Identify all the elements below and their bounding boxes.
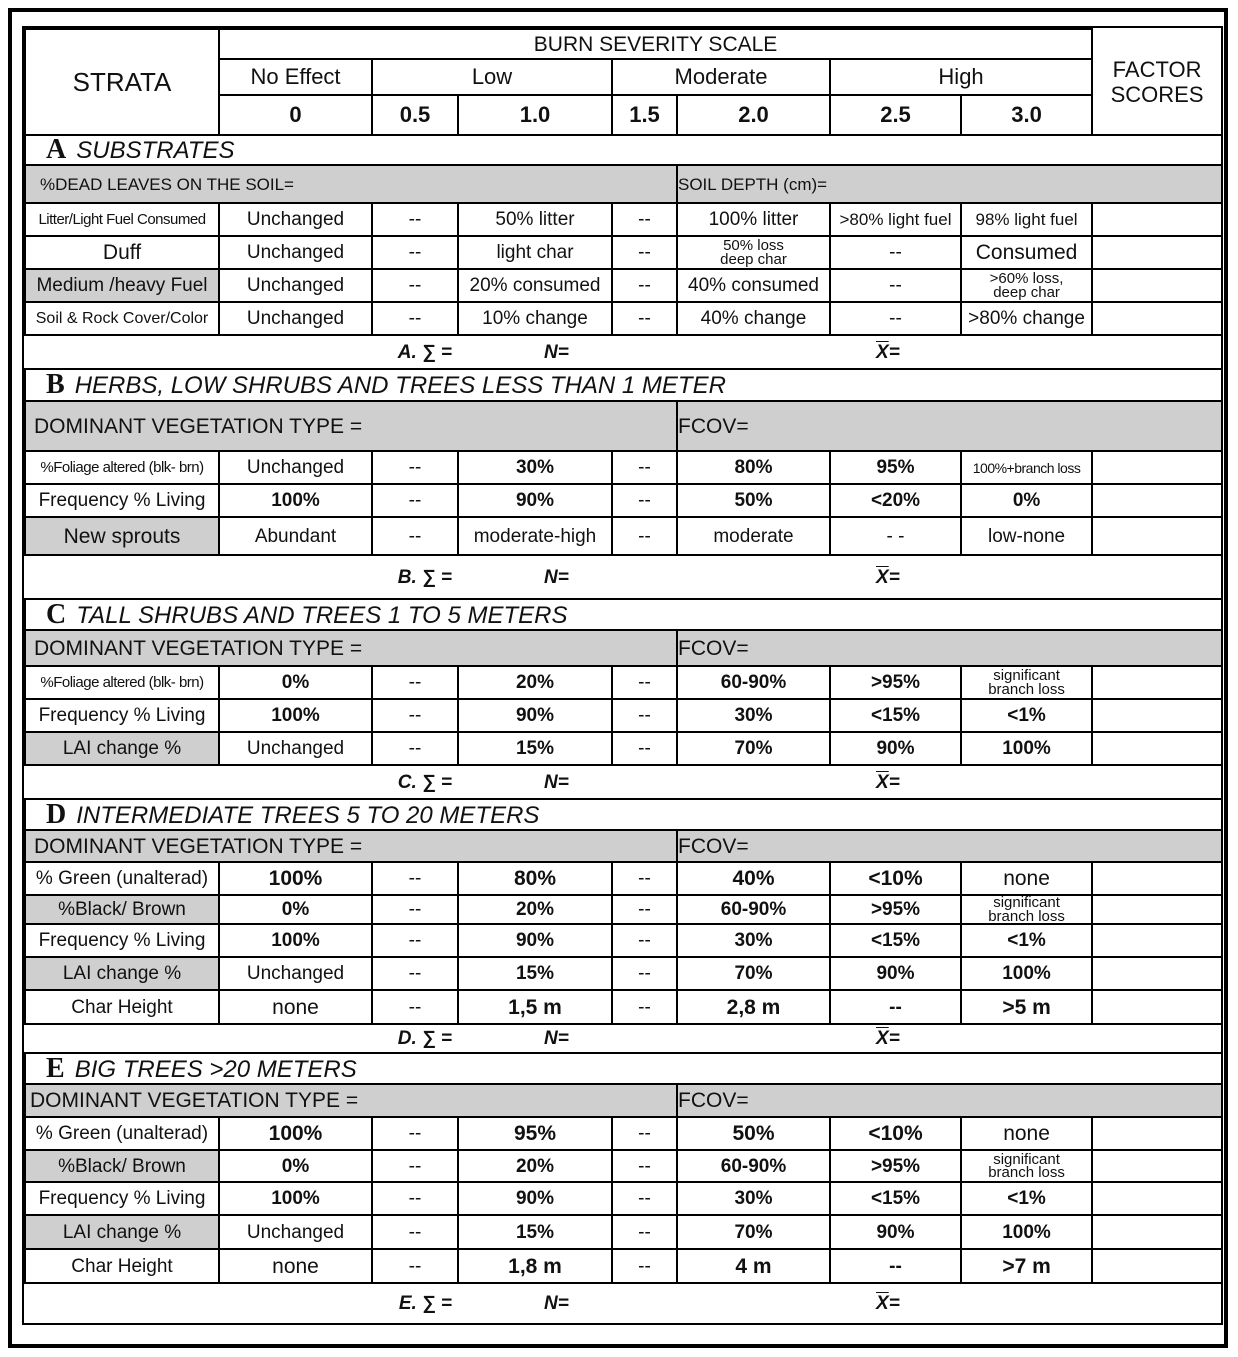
scale-value: 0 [219,95,372,135]
cell-line: branch loss [988,680,1065,698]
cell: <15% [830,924,961,957]
row-label: Frequency % Living [25,699,219,732]
cell [961,895,1092,924]
factor-score-cell[interactable] [1092,924,1222,957]
cell: Unchanged [219,957,372,990]
cell: >7 m [961,1249,1092,1283]
cell: 2,8 m [677,990,830,1024]
section-c-title [25,599,1222,630]
cell: -- [612,924,677,957]
cell-line: 50% loss [723,237,784,254]
scale-title: BURN SEVERITY SCALE [219,29,1092,59]
scale-value: 1.0 [458,95,612,135]
cell: Unchanged [219,236,372,269]
cell: 90% [458,699,612,732]
mean-equals: = [888,1293,900,1314]
cell: -- [372,269,458,302]
scale-value: 3.0 [961,95,1092,135]
n-label: N= [458,1024,830,1053]
cell: -- [372,895,458,924]
cell: 90% [458,1182,612,1215]
cell: Unchanged [219,1215,372,1249]
dead-leaves-label: %DEAD LEAVES ON THE SOIL= [25,165,677,203]
mean-equals: = [888,341,900,363]
x-bar-symbol: $\overline{X}$ [876,566,889,588]
cell: -- [372,924,458,957]
cell: 40% change [677,302,830,335]
cell: <1% [961,699,1092,732]
cell: -- [372,517,458,555]
cell-line: branch loss [988,1164,1065,1181]
cell: -- [372,1182,458,1215]
row-label: % Green (unalterad) [25,862,219,895]
factor-score-cell[interactable] [1092,302,1222,335]
section-e-title [25,1053,1222,1084]
mean-equals: = [888,771,900,793]
row-label: LAI change % [25,1215,219,1249]
mean-label [830,1024,1222,1053]
mean-label [830,335,1222,369]
cell: 50% [677,484,830,517]
n-label: N= [458,555,830,599]
cell: -- [612,957,677,990]
cell: 40% [677,862,830,895]
cell: Unchanged [219,302,372,335]
cell: <15% [830,699,961,732]
cell: 100% [219,924,372,957]
cell: 90% [458,924,612,957]
burn-severity-form [22,26,1223,1325]
factor-score-cell[interactable] [1092,862,1222,895]
cell: - - [830,517,961,555]
factor-score-cell[interactable] [1092,895,1222,924]
cell: 30% [677,1182,830,1215]
row-label: Char Height [25,990,219,1024]
cell: Unchanged [219,269,372,302]
factor-scores-line2: SCORES [1110,82,1204,108]
row-label: LAI change % [25,957,219,990]
scale-value: 0.5 [372,95,458,135]
dominant-vegetation-label: DOMINANT VEGETATION TYPE = [25,401,677,451]
cell-line: >60% loss, [989,270,1064,287]
cell: 90% [830,1215,961,1249]
cell: 0% [961,484,1092,517]
cell: -- [612,451,677,484]
factor-score-cell[interactable] [1092,666,1222,699]
factor-score-cell[interactable] [1092,1150,1222,1182]
cell: 70% [677,1215,830,1249]
cell-line: significant [993,1150,1060,1168]
row-label: %Black/ Brown [25,895,219,924]
cell-line: significant [993,894,1060,911]
cell: -- [612,269,677,302]
cell: -- [830,302,961,335]
scale-value: 2.0 [677,95,830,135]
cell: 100%+branch loss [961,451,1092,484]
cell: 70% [677,957,830,990]
cell: -- [830,269,961,302]
cell [677,236,830,269]
sum-label: C. ∑ = [25,765,458,799]
category-high: High [830,59,1092,95]
section-letter: D [46,798,67,830]
cell: -- [612,862,677,895]
row-label: Soil & Rock Cover/Color [25,302,219,335]
cell: -- [372,699,458,732]
cell: -- [612,484,677,517]
cell: >80% light fuel [830,203,961,236]
factor-score-cell[interactable] [1092,1249,1222,1283]
cell: 0% [219,1150,372,1182]
row-label: Char Height [25,1249,219,1283]
cell: -- [372,236,458,269]
factor-score-cell[interactable] [1092,484,1222,517]
cell: -- [612,236,677,269]
cell: 100% [219,1117,372,1150]
cell: -- [612,732,677,765]
sum-label: E. ∑ = [25,1283,458,1323]
cell: 50% litter [458,203,612,236]
cell: -- [612,1117,677,1150]
cell [961,1150,1092,1182]
cell: 15% [458,1215,612,1249]
x-bar-symbol: $\overline{X}$ [876,1028,889,1049]
cell: 100% [219,862,372,895]
section-title-text: INTERMEDIATE TREES 5 TO 20 METERS [76,801,540,829]
cell: <1% [961,924,1092,957]
cell: 30% [677,699,830,732]
cell: 15% [458,957,612,990]
cell: 100% [961,1215,1092,1249]
cell: -- [372,957,458,990]
factor-score-cell[interactable] [1092,732,1222,765]
cell: -- [372,1117,458,1150]
fcov-label: FCOV= [677,830,1222,862]
cell: 30% [677,924,830,957]
dominant-vegetation-label: DOMINANT VEGETATION TYPE = [25,830,677,862]
cell: none [961,1117,1092,1150]
cell: -- [372,302,458,335]
cell: -- [830,1249,961,1283]
section-d-title [25,799,1222,830]
section-letter: E [46,1052,65,1084]
mean-equals: = [888,1028,900,1049]
cell: 60-90% [677,895,830,924]
cell: Consumed [961,236,1092,269]
scale-value: 2.5 [830,95,961,135]
n-label: N= [458,1283,830,1323]
cell: 0% [219,666,372,699]
soil-depth-label: SOIL DEPTH (cm)= [677,165,1222,203]
sum-label: B. ∑ = [25,555,458,599]
cell: -- [612,203,677,236]
cell: moderate-high [458,517,612,555]
cell: 95% [458,1117,612,1150]
cell: 20% [458,666,612,699]
row-label: %Foliage altered (blk- brn) [25,666,219,699]
category-low: Low [372,59,612,95]
row-label: %Black/ Brown [25,1150,219,1182]
cell: 60-90% [677,1150,830,1182]
fcov-label: FCOV= [677,1084,1222,1117]
cell: 10% change [458,302,612,335]
cell-line: significant [993,667,1060,684]
row-label: %Foliage altered (blk- brn) [25,451,219,484]
x-bar-symbol: $\overline{X}$ [876,771,889,793]
section-title-text: TALL SHRUBS AND TREES 1 TO 5 METERS [76,601,568,629]
cell: 90% [458,484,612,517]
cell: -- [612,990,677,1024]
category-moderate: Moderate [612,59,830,95]
dominant-vegetation-label: DOMINANT VEGETATION TYPE = [25,1084,677,1117]
section-b-title [25,369,1222,401]
cell-line: deep char [720,250,787,268]
cell: 20% consumed [458,269,612,302]
cell: -- [372,1249,458,1283]
sum-label: A. ∑ = [25,335,458,369]
cell: none [219,990,372,1024]
cell: light char [458,236,612,269]
cell: -- [612,1150,677,1182]
cell: 100% [961,732,1092,765]
section-title-text: HERBS, LOW SHRUBS AND TREES LESS THAN 1 METER [74,372,726,399]
cell: >95% [830,1150,961,1182]
cell: -- [612,1215,677,1249]
cell: -- [372,1150,458,1182]
factor-score-cell[interactable] [1092,269,1222,302]
cell-line: deep char [993,283,1060,301]
cell: 95% [830,451,961,484]
cell: -- [830,236,961,269]
mean-label [830,765,1222,799]
factor-scores-header [1092,57,1222,135]
factor-score-cell[interactable] [1092,236,1222,269]
factor-score-cell[interactable] [1092,957,1222,990]
cell: 100% [219,699,372,732]
cell: 20% [458,895,612,924]
row-label: Medium /heavy Fuel [25,269,219,302]
mean-equals: = [888,566,900,588]
cell: 70% [677,732,830,765]
factor-scores-line1: FACTOR [1112,57,1202,82]
n-label: N= [458,765,830,799]
row-label: Duff [25,236,219,269]
row-label: Frequency % Living [25,1182,219,1215]
cell: -- [372,990,458,1024]
factor-score-cell[interactable] [1092,1117,1222,1150]
cell: <10% [830,1117,961,1150]
cell: 30% [458,451,612,484]
cell: -- [612,699,677,732]
factor-score-cell[interactable] [1092,517,1222,555]
cell: 60-90% [677,666,830,699]
cell: -- [372,666,458,699]
section-letter: A [46,134,67,165]
cell: moderate [677,517,830,555]
cell: 90% [830,732,961,765]
cell: <1% [961,1182,1092,1215]
cell: 100% litter [677,203,830,236]
cell: Abundant [219,517,372,555]
cell: 20% [458,1150,612,1182]
cell: 90% [830,957,961,990]
factor-score-cell[interactable] [1092,1182,1222,1215]
section-letter: C [46,598,67,630]
cell [961,269,1092,302]
factor-score-cell[interactable] [1092,203,1222,236]
factor-score-cell[interactable] [1092,1215,1222,1249]
cell: 0% [219,895,372,924]
section-letter: B [46,369,65,400]
cell: 15% [458,732,612,765]
cell: >5 m [961,990,1092,1024]
row-label: Litter/Light Fuel Consumed [25,203,219,236]
cell: -- [612,1249,677,1283]
factor-score-cell[interactable] [1092,990,1222,1024]
cell: >95% [830,666,961,699]
cell: 100% [219,1182,372,1215]
category-no-effect: No Effect [219,59,372,95]
cell: 4 m [677,1249,830,1283]
cell: 98% light fuel [961,203,1092,236]
cell: 1,8 m [458,1249,612,1283]
cell: -- [830,990,961,1024]
cell: -- [612,302,677,335]
fcov-label: FCOV= [677,630,1222,666]
cell: Unchanged [219,203,372,236]
cell: -- [612,517,677,555]
x-bar-symbol: $\overline{X}$ [876,1293,889,1314]
cell: <10% [830,862,961,895]
cell [961,666,1092,699]
cell: -- [612,1182,677,1215]
cell: -- [372,1215,458,1249]
cell: -- [612,895,677,924]
mean-label [830,555,1222,599]
cell: 1,5 m [458,990,612,1024]
cell: <15% [830,1182,961,1215]
sum-label: D. ∑ = [25,1024,458,1053]
n-label: N= [458,335,830,369]
mean-label [830,1283,1222,1323]
burn-severity-table [24,28,1223,1323]
cell: none [219,1249,372,1283]
cell: 80% [677,451,830,484]
section-title-text: SUBSTRATES [76,137,235,164]
cell: 100% [961,957,1092,990]
scale-value: 1.5 [612,95,677,135]
cell: <20% [830,484,961,517]
cell: Unchanged [219,732,372,765]
x-bar-symbol: $\overline{X}$ [876,341,889,363]
cell: 50% [677,1117,830,1150]
cell: >80% change [961,302,1092,335]
cell: -- [372,203,458,236]
cell: low-none [961,517,1092,555]
row-label: LAI change % [25,732,219,765]
row-label: Frequency % Living [25,924,219,957]
factor-score-cell[interactable] [1092,699,1222,732]
fcov-label: FCOV= [677,401,1222,451]
section-a-title [25,135,1222,165]
cell: -- [372,451,458,484]
row-label: New sprouts [25,517,219,555]
cell: 100% [219,484,372,517]
cell: -- [372,862,458,895]
cell: Unchanged [219,451,372,484]
section-title-text: BIG TREES >20 METERS [74,1055,357,1083]
cell: -- [372,484,458,517]
cell: -- [612,666,677,699]
factor-score-cell[interactable] [1092,451,1222,484]
cell: 40% consumed [677,269,830,302]
strata-header: STRATA [25,29,219,135]
cell: -- [372,732,458,765]
cell: >95% [830,895,961,924]
dominant-vegetation-label: DOMINANT VEGETATION TYPE = [25,630,677,666]
cell: none [961,862,1092,895]
row-label: Frequency % Living [25,484,219,517]
row-label: % Green (unalterad) [25,1117,219,1150]
cell: 80% [458,862,612,895]
cell-line: branch loss [988,907,1065,925]
